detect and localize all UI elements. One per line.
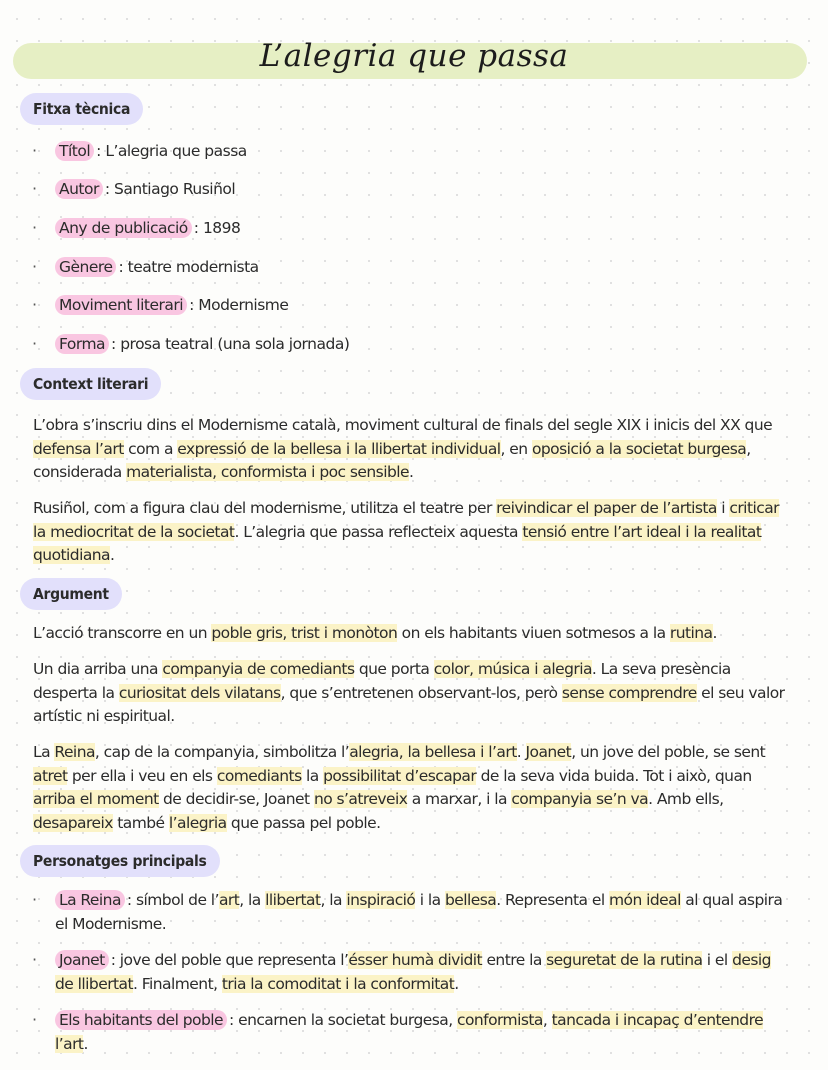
fitxa-label: Any de publicació — [55, 218, 192, 238]
bullet-icon: · — [32, 1010, 38, 1029]
heading-context-literari: Context literari — [20, 368, 161, 400]
fitxa-label: Gènere — [55, 257, 116, 277]
page-title: L’alegria que passa — [259, 38, 569, 74]
fitxa-item-titol: Títol : L’alegria que passa — [55, 141, 247, 162]
context-paragraph-1: L’obra s’inscriu dins el Modernisme català, moviment cultural de finals del segle XIX i inicis del XX que defensa l’art com a expressió de la bellesa i la llibertat individual, en oposició a la societat burgesa, considerada materialista, conformista i poc sensible. — [33, 416, 773, 481]
heading-argument: Argument — [20, 578, 122, 610]
fitxa-item-forma: Forma : prosa teatral (una sola jornada) — [55, 334, 349, 355]
fitxa-item-genere: Gènere : teatre modernista — [55, 257, 259, 278]
fitxa-item-moviment: Moviment literari : Modernisme — [55, 295, 288, 316]
fitxa-label: Títol — [55, 141, 94, 161]
fitxa-value: Santiago Rusiñol — [109, 180, 236, 198]
context-paragraph-2: Rusiñol, com a figura clau del modernisme, utilitza el teatre per reivindicar el paper de l’artista i criticar la mediocritat de la societat. L’alegria que passa reflecteix aquesta tensió entre l’art ideal i la realitat quotidiana. — [33, 499, 779, 564]
fitxa-item-any: Any de publicació : 1898 — [55, 218, 240, 239]
bullet-icon: · — [32, 890, 38, 909]
fitxa-label: Moviment literari — [55, 295, 187, 315]
argument-paragraph-3: La Reina, cap de la companyia, simbolitza l’alegria, la bellesa i l’art. Joanet, un jove del poble, se sent atret per ella i veu en els comediants la possibilitat d’escapar de la seva vida buida. Tot i això, quan arriba el moment de decidir-se, Joanet no s’atreveix a marxar, i la companyia se’n va. Amb ells, desapareix també l’alegria que passa pel poble. — [33, 743, 766, 832]
fitxa-value: prosa teatral (una sola jornada) — [115, 335, 350, 353]
bullet-icon: · — [32, 179, 38, 198]
argument-paragraph-2: Un dia arriba una companyia de comediants que porta color, música i alegria. La seva presència desperta la curiositat dels vilatans, que s’entretenen observant-los, però sense comprendre el seu valor artístic ni espiritual. — [33, 660, 785, 725]
fitxa-label: Autor — [55, 179, 103, 199]
fitxa-value: Modernisme — [193, 296, 289, 314]
fitxa-value: 1898 — [198, 219, 241, 237]
bullet-icon: · — [32, 141, 38, 160]
bullet-icon: · — [32, 334, 38, 353]
bullet-icon: · — [32, 218, 38, 237]
fitxa-value: teatre modernista — [123, 258, 259, 276]
heading-fitxa-tecnica: Fitxa tècnica — [20, 93, 143, 125]
fitxa-item-autor: Autor : Santiago Rusiñol — [55, 179, 235, 200]
character-els-habitants: Els habitants del poble : encarnen la societat burgesa, conformista, tancada i incapaç d’entendre l’art. — [55, 1011, 764, 1053]
bullet-icon: · — [32, 295, 38, 314]
fitxa-label: Forma — [55, 334, 109, 354]
heading-personatges-principals: Personatges principals — [20, 845, 220, 877]
bullet-icon: · — [32, 950, 38, 969]
character-la-reina: La Reina : símbol de l’art, la llibertat, la inspiració i la bellesa. Representa el món ideal al qual aspira el Modernisme. — [55, 891, 783, 933]
fitxa-value: L’alegria que passa — [100, 142, 247, 160]
bullet-icon: · — [32, 257, 38, 276]
argument-paragraph-1: L’acció transcorre en un poble gris, trist i monòton on els habitants viuen sotmesos a la rutina. — [33, 624, 717, 642]
character-joanet: Joanet : jove del poble que representa l’ésser humà dividit entre la seguretat de la rutina i el desig de llibertat. Finalment, tria la comoditat i la conformitat. — [55, 951, 771, 993]
